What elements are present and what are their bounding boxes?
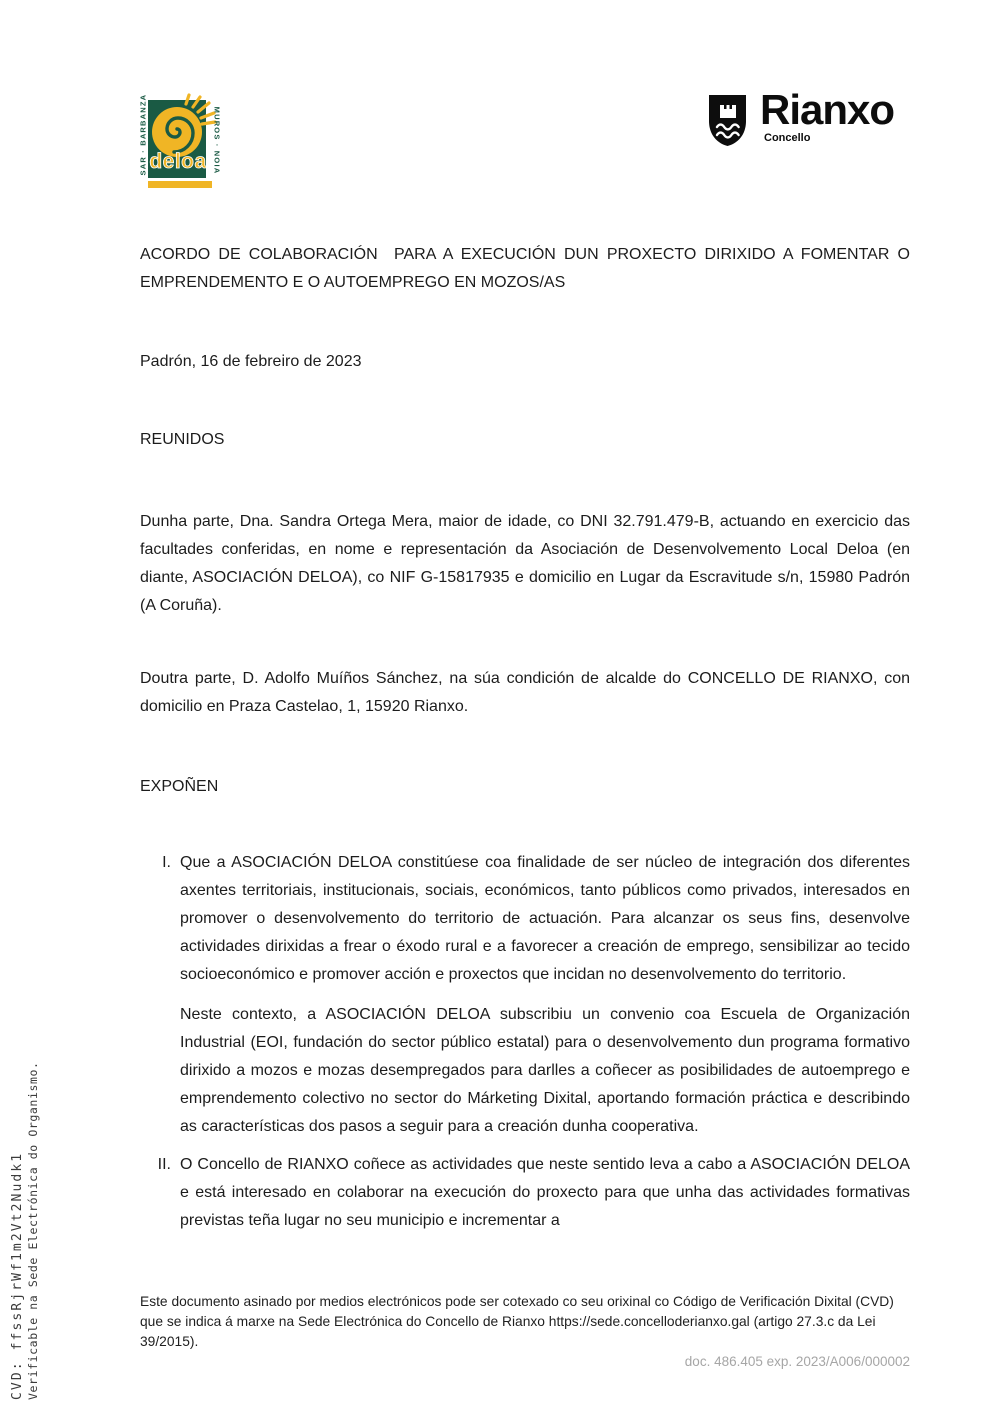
cvd-sidebar — [10, 1061, 41, 1400]
expose-item-2-paragraph-1: O Concello de RIANXO coñece as actividades que neste sentido leva a cabo a ASOCIACIÓN DELOA e está interesado en colaborar na execución do proxecto para que unha das actividades formativas previstas teña lugar no seu municipio e incrementar a — [180, 1156, 910, 1229]
deloa-right-label: MUROS · NOIA — [212, 106, 222, 175]
document-body — [140, 0, 910, 1235]
rianxo-subtitle: Concello — [764, 132, 811, 144]
party1-paragraph: Dunha parte, Dna. Sandra Ortega Mera, maior de idade, co DNI 32.791.479-B, actuando en exercicio das facultades conferidas, en nome e representación da Asociación de Desenvolvemento Local Deloa (en diante, ASOCIACIÓN DELOA), co NIF G-15817935 e domicilio en Lugar da Escravitude s/n, 15980 Padrón (A Coruña). — [140, 513, 910, 614]
dateline: Padrón, 16 de febreiro de 2023 — [140, 353, 362, 370]
footer-doc-reference: doc. 486.405 exp. 2023/A006/000002 — [684, 1354, 910, 1369]
expose-item-2 — [140, 1151, 910, 1235]
exponen-heading: EXPOÑEN — [140, 778, 219, 795]
page-footer — [140, 1292, 910, 1369]
expose-item-1 — [140, 849, 910, 1141]
expose-item-1-body — [180, 849, 910, 1141]
expose-item-2-body — [180, 1151, 910, 1235]
expose-item-2-marker: II. — [157, 1156, 171, 1173]
deloa-left-label: SAR · BARBANZA — [138, 93, 148, 176]
cvd-code-text: CVD: ffssRjrWf1m2Vt2Nudk1 — [10, 1151, 25, 1400]
document-title: ACORDO DE COLABORACIÓN PARA A EXECUCIÓN DUN PROXECTO DIRIXIDO A FOMENTAR O EMPRENDEMENTO E O AUTOEMPREGO EN MOZOS/AS — [140, 246, 910, 291]
cvd-verify-text: Verificable na Sede Electrónica do Organismo. — [26, 1061, 40, 1400]
expose-item-1-paragraph-1: Que a ASOCIACIÓN DELOA constitúese coa finalidade de ser núcleo de integración dos diferentes axentes territoriais, institucionais, sociais, económicos, tanto públicos como privados, interesados en promover o desenvolvemento do territorio de actuación. Para alcanzar os seus fins, desenvolve actividades dirixidas a frear o éxodo rural e a favorecer a creación de emprego, sensibilizar ao tecido socioeconómico e promover acción e proxectos que incidan no desenvolvemento do territorio. — [180, 854, 910, 983]
reunidos-heading: REUNIDOS — [140, 431, 225, 448]
expose-item-1-marker: I. — [162, 854, 171, 871]
expose-item-1-paragraph-2: Neste contexto, a ASOCIACIÓN DELOA subscribiu un convenio coa Escuela de Organización Industrial (EOI, fundación do sector público estatal) para o desenvolvemento dun programa formativo dirixido a mozos e mozas desempregados para darlles a coñecer as posibilidades de autoemprego e emprendemento colectivo no sector do Márketing Dixital, aportando formación práctica e describindo as características dos pasos a seguir para a creación dunha cooperativa. — [180, 1006, 910, 1135]
deloa-wordmark: deloa — [149, 150, 207, 173]
party2-paragraph: Doutra parte, D. Adolfo Muíños Sánchez, na súa condición de alcalde do CONCELLO DE RIANXO, con domicilio en Praza Castelao, 1, 15920 Rianxo. — [140, 670, 910, 715]
footer-legal-note: Este documento asinado por medios electrónicos pode ser cotexado co seu orixinal co Código de Verificación Dixital (CVD) que se indica á marxe na Sede Electrónica do Concello de Rianxo https://sede.concelloderianxo.gal (artigo 27.3.c da Lei 39/2015). — [140, 1294, 894, 1349]
rianxo-wordmark: Rianxo — [760, 86, 895, 133]
